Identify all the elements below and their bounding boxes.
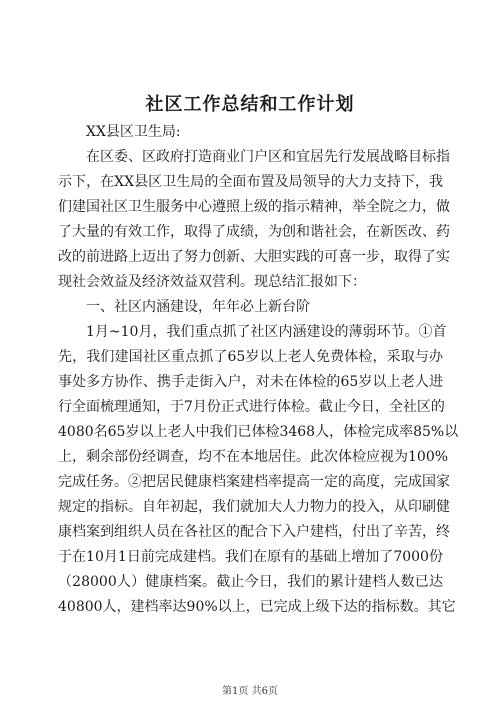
text-line: 上，剩余部份经调查，均不在本地居住。此次体检应视为100% <box>58 449 449 465</box>
document-title: 社区工作总结和工作计划 <box>145 94 355 115</box>
text-line: 在区委、区政府打造商业门户区和宜居先行发展战略目标指 <box>86 149 450 165</box>
text-line: 示下，在XX县区卫生局的全面布置及局领导的大力支持下，我 <box>58 174 443 190</box>
text-line: 了大量的有效工作，取得了成绩，为创和谐社会，在新医改、药 <box>58 224 450 240</box>
text-line: 现社会效益及经济效益双营利。现总结汇报如下： <box>58 274 366 290</box>
text-line: 规定的指标。自年初起，我们就加大人力物力的投入，从印刷健 <box>58 499 450 515</box>
text-line: 行全面梳理通知，于7月份正式进行体检。截止今日，全社区的 <box>58 399 445 415</box>
text-line: 改的前进路上迈出了努力创新、大胆实践的可喜一步，取得了实 <box>58 249 450 265</box>
text-line: 们建国社区卫生服务中心遵照上级的指示精神，举全院之力，做 <box>58 199 450 215</box>
text-line: 于在10月1日前完成建档。我们在原有的基础上增加了7000份 <box>58 549 443 565</box>
text-line: （28000人）健康档案。截止今日，我们的累计建档人数已达 <box>58 574 443 590</box>
text-line: 完成任务。②把居民健康档案建档率提高一定的高度，完成国家 <box>58 474 450 490</box>
document-body <box>58 120 459 620</box>
text-line: 1月~10月，我们重点抓了社区内涵建设的薄弱环节。①首 <box>86 324 447 340</box>
page-footer: 第1页 共6页 <box>222 686 278 697</box>
text-line: 4080名65岁以上老人中我们已体检3468人，体检完成率85%以 <box>58 424 459 440</box>
text-line: 40800人，建档率达90%以上，已完成上级下达的指标数。其它 <box>58 599 456 615</box>
text-line: 一、社区内涵建设，年年必上新台阶 <box>86 299 310 315</box>
text-line: 康档案到组织人员在各社区的配合下入户建档，付出了辛苦，终 <box>58 524 450 540</box>
text-line: 事处多方协作、携手走街入户，对未在体检的65岁以上老人进 <box>58 374 443 390</box>
text-line: 先，我们建国社区重点抓了65岁以上老人免费体检，采取与办 <box>58 349 443 365</box>
text-line: XX县区卫生局: <box>86 124 181 140</box>
